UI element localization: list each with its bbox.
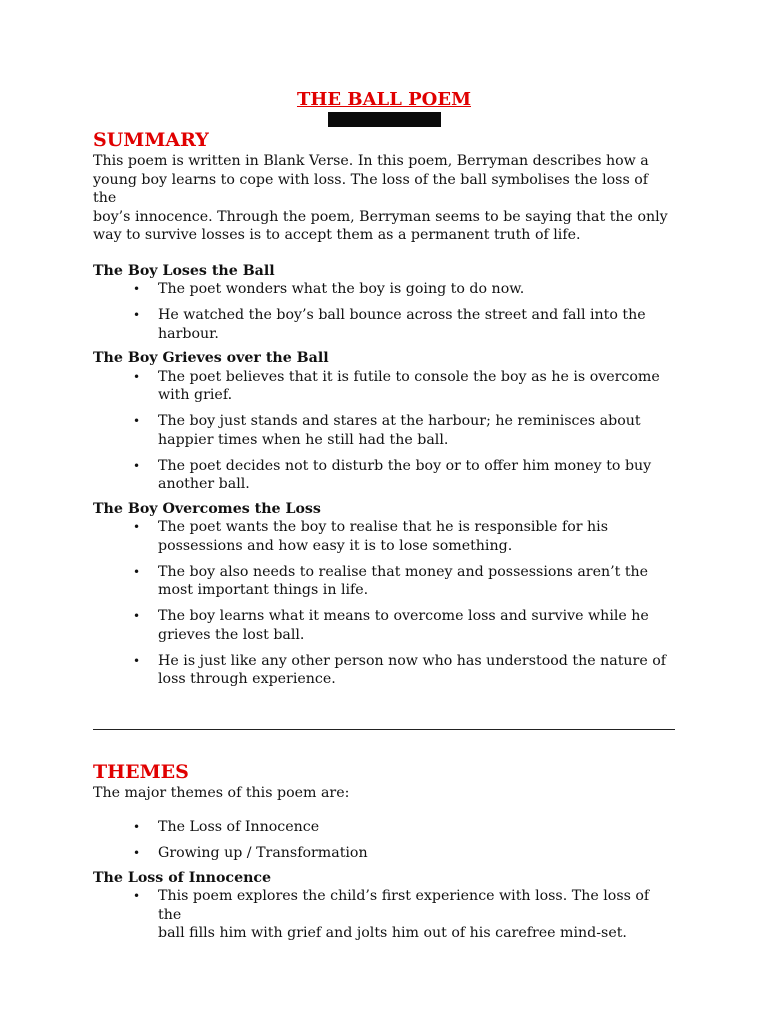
list-item-text: possessions and how easy it is to lose something. <box>158 537 513 554</box>
list-item-text: Growing up / Transformation <box>158 845 368 861</box>
summary-line: boy’s innocence. Through the poem, Berryman seems to be saying that the only <box>93 208 668 225</box>
subsection-loss-of-innocence <box>93 869 675 943</box>
list-item <box>93 306 675 343</box>
bullet-icon: • <box>133 846 141 860</box>
bullet-icon: • <box>133 564 141 579</box>
list-item-text: ball fills him with grief and jolts him out of his carefree mind-set. <box>158 925 627 941</box>
themes-section <box>93 760 675 943</box>
bullet-list <box>93 518 675 689</box>
bullet-icon: • <box>133 820 141 834</box>
list-item-text: The poet decides not to disturb the boy or to offer him money to buy <box>158 457 652 474</box>
subsection-boy-overcomes <box>93 500 675 689</box>
bullet-icon: • <box>133 458 141 473</box>
list-item <box>93 563 675 600</box>
list-item <box>93 368 675 405</box>
summary-line: This poem is written in Blank Verse. In this poem, Berryman describes how a <box>93 153 649 169</box>
bullet-icon: • <box>133 520 141 534</box>
title-block <box>93 88 675 128</box>
bullet-list <box>93 887 675 943</box>
bullet-list <box>93 280 675 343</box>
bullet-icon: • <box>133 414 141 428</box>
bullet-icon: • <box>133 889 141 903</box>
list-item-text: The boy just stands and stares at the harbour; he reminisces about <box>158 413 641 429</box>
list-item-text: The Loss of Innocence <box>158 819 320 835</box>
list-item-text: harbour. <box>158 325 219 342</box>
list-item <box>93 518 675 555</box>
bullet-list <box>93 368 675 494</box>
list-item <box>93 607 675 644</box>
document-title: THE BALL POEM <box>296 89 471 110</box>
list-item-text: another ball. <box>158 476 250 492</box>
list-item-text: This poem explores the child’s first experience with loss. The loss of the <box>158 888 650 923</box>
bullet-icon: • <box>133 369 141 384</box>
summary-paragraph <box>93 152 675 245</box>
themes-heading: THEMES <box>93 760 189 783</box>
subsection-heading: The Boy Overcomes the Loss <box>93 500 321 517</box>
list-item-text: The boy also needs to realise that money and possessions aren’t the <box>158 563 649 580</box>
subsection-heading: The Boy Loses the Ball <box>93 262 275 279</box>
themes-bullet-list <box>93 818 675 863</box>
list-item <box>93 280 675 299</box>
list-item-text: He watched the boy’s ball bounce across the street and fall into the <box>158 307 646 323</box>
summary-heading: SUMMARY <box>93 129 209 151</box>
list-item-text: The poet wants the boy to realise that he is responsible for his <box>158 519 608 535</box>
bullet-icon: • <box>133 282 141 296</box>
bullet-icon: • <box>133 308 141 322</box>
list-item-text: with grief. <box>158 387 233 403</box>
list-item-text: happier times when he still had the ball. <box>158 431 449 448</box>
list-item-text: The poet wonders what the boy is going to do now. <box>158 281 525 297</box>
summary-line: young boy learns to cope with loss. The loss of the ball symbolises the loss of the <box>93 171 649 206</box>
list-item-text: He is just like any other person now who has understood the nature of <box>158 652 667 669</box>
subsection-boy-loses-ball <box>93 262 675 344</box>
bullet-icon: • <box>133 609 141 623</box>
list-item-text: The boy learns what it means to overcome loss and survive while he <box>158 608 649 624</box>
list-item <box>93 844 675 863</box>
list-item <box>93 818 675 837</box>
themes-intro: The major themes of this poem are: <box>93 784 350 801</box>
document-page <box>93 88 675 943</box>
subsection-heading: The Loss of Innocence <box>93 869 272 886</box>
list-item-text: most important things in life. <box>158 582 369 598</box>
list-item <box>93 887 675 943</box>
subsection-boy-grieves <box>93 349 675 494</box>
list-item-text: The poet believes that it is futile to console the boy as he is overcome <box>158 368 660 385</box>
redaction-bar <box>328 112 441 127</box>
list-item-text: grieves the lost ball. <box>158 626 305 643</box>
bullet-icon: • <box>133 653 141 668</box>
summary-line: way to survive losses is to accept them as a permanent truth of life. <box>93 227 581 243</box>
list-item-text: loss through experience. <box>158 671 336 687</box>
list-item <box>93 652 675 689</box>
list-item <box>93 457 675 494</box>
summary-section <box>93 128 675 689</box>
subsection-heading: The Boy Grieves over the Ball <box>93 350 329 366</box>
list-item <box>93 412 675 449</box>
